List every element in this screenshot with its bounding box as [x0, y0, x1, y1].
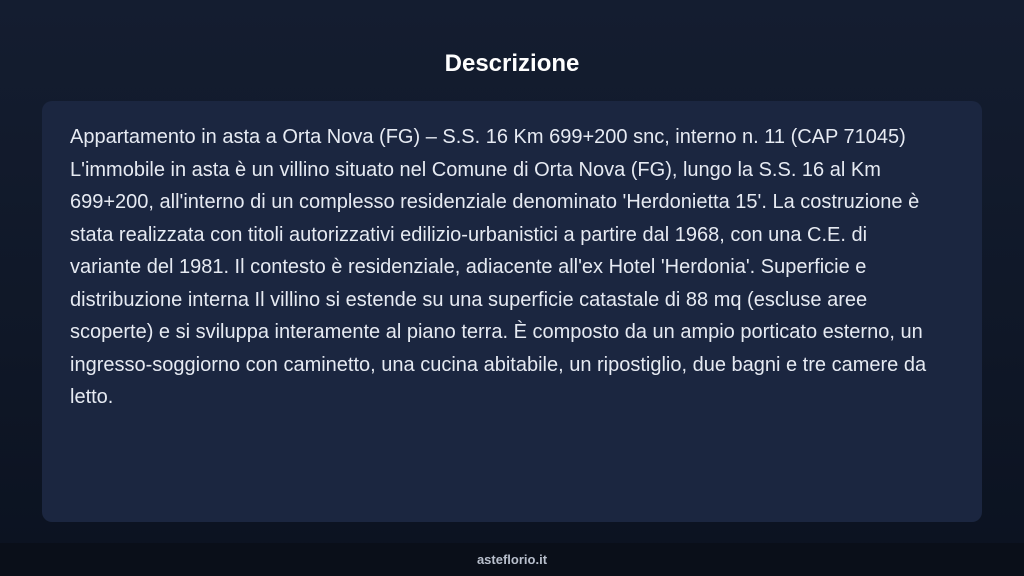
footer-bar	[0, 543, 1024, 576]
footer-site-link[interactable]: asteflorio.it	[476, 552, 548, 567]
description-card	[42, 101, 982, 522]
description-text: Appartamento in asta a Orta Nova (FG) – S.S. 16 Km 699+200 snc, interno n. 11 (CAP 71045) L'immobile in asta è un villino situato nel Comune di Orta Nova (FG), lungo la S.S. 16 al Km 699+200, all'interno di un complesso residenziale denominato 'Herdonietta 15'. La costruzione è stata realizzata con titoli autorizzativi edilizio-urbanistici a partire dal 1968, con una C.E. di variante del 1981. Il contesto è residenziale, adiacente all'ex Hotel 'Herdonia'. Superficie e distribuzione interna Il villino si estende su una superficie catastale di 88 mq (escluse aree scoperte) e si sviluppa interamente al piano terra. È composto da un ampio porticato esterno, un ingresso-soggiorno con caminetto, una cucina abitabile, un ripostiglio, due bagni e tre camere da letto.	[70, 126, 927, 408]
page-title: Descrizione	[444, 50, 580, 77]
